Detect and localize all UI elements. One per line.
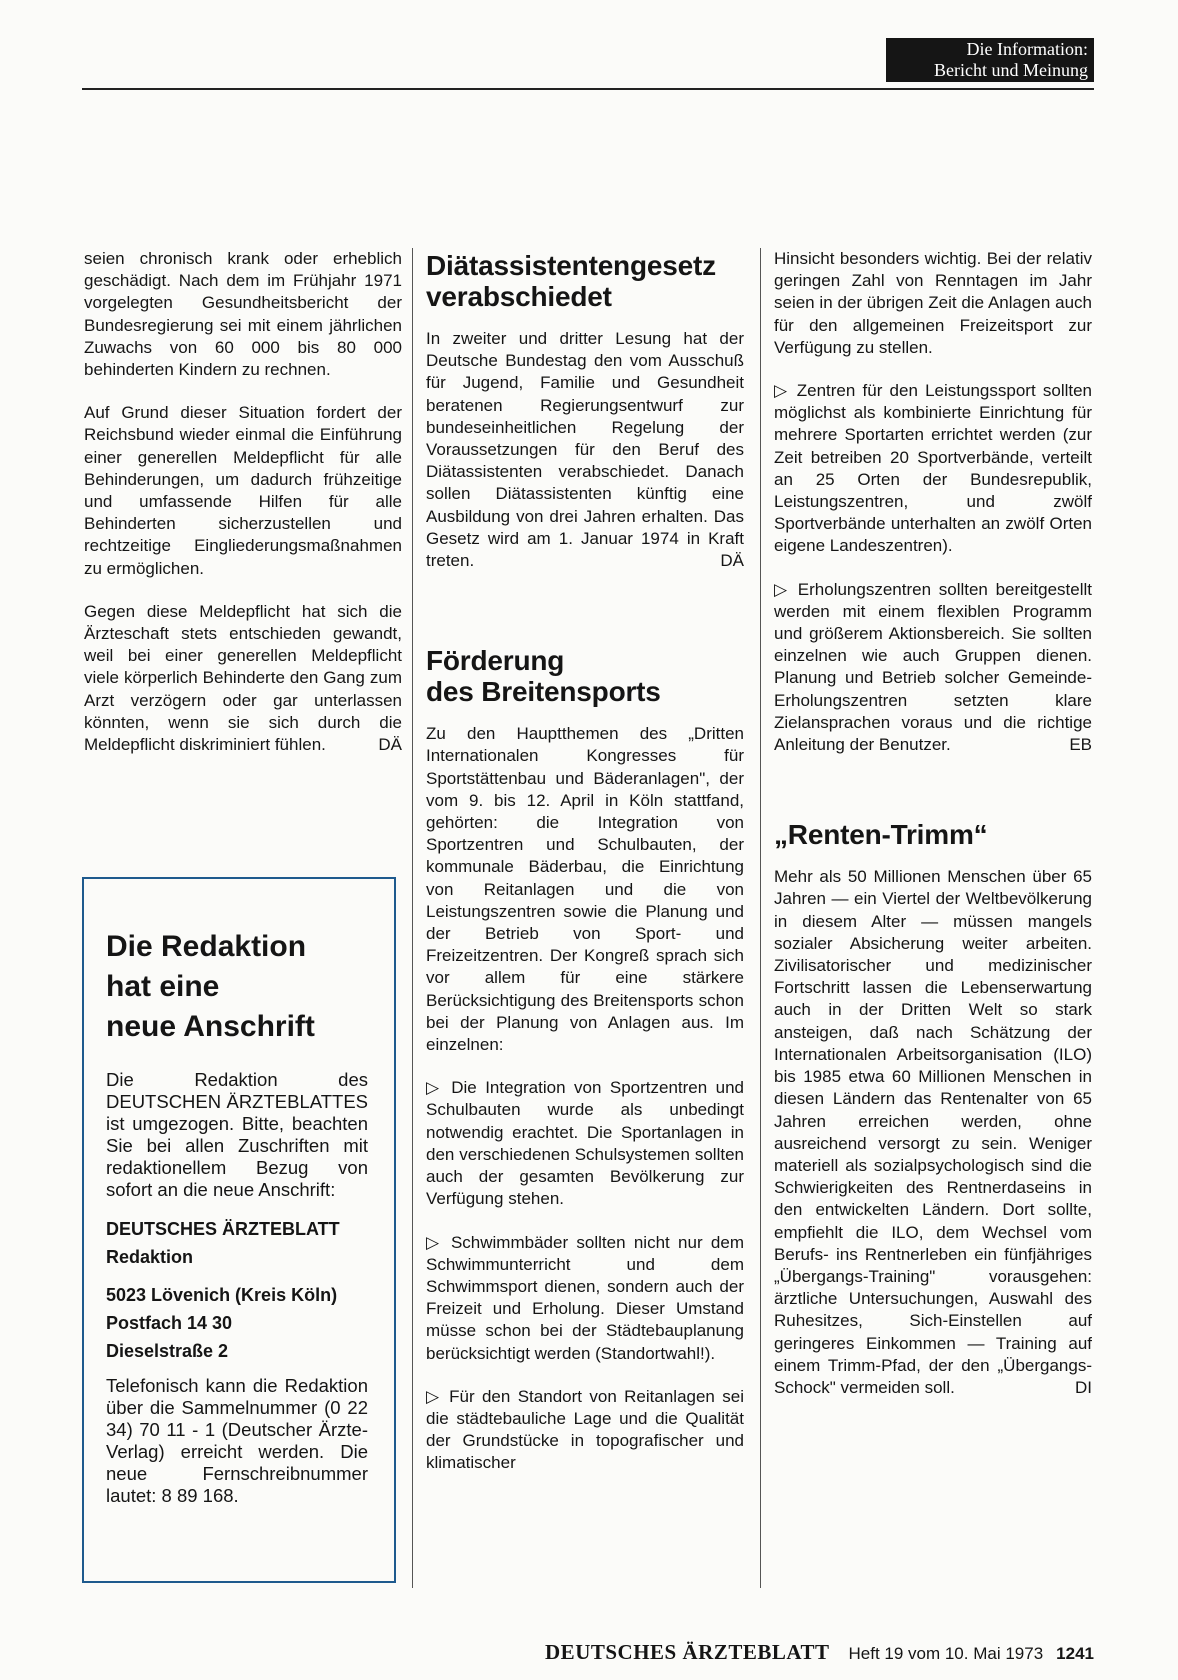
headline-line: verabschiedet xyxy=(426,281,612,312)
paragraph xyxy=(84,601,402,756)
author-signature: DI xyxy=(1075,1377,1092,1397)
column-divider-1 xyxy=(412,248,413,1588)
author-signature: DÄ xyxy=(720,551,744,571)
section-label-line1: Die Information: xyxy=(966,39,1088,59)
section-label-line2: Bericht und Meinung xyxy=(934,60,1088,80)
paragraph: ▷ Zentren für den Leistungssport sollten möglichst als kombinierte Einrichtung für mehrere Sportarten errichtet werden (zur Zeit betreiben 20 Sportverbände, verteilt an 25 Orten der Bundesrepublik, Leistungszentren, und zwölf Sportverbände unterhalten an zwölf Orten eigene Landeszentren). xyxy=(774,381,1092,556)
paragraph: ▷ Für den Standort von Reitanlagen sei die städtebauliche Lage und die Qualität der Grundstücke in topografischer und klimatischer xyxy=(426,1386,744,1473)
headline-line: Diätassistentengesetz xyxy=(426,250,716,281)
address-line: Postfach 14 30 xyxy=(106,1313,233,1333)
paragraph xyxy=(426,328,744,572)
column-1 xyxy=(84,248,402,777)
address-block-2 xyxy=(106,1281,368,1365)
section-label xyxy=(886,38,1094,82)
author-signature: EB xyxy=(1069,735,1092,755)
address-notice-box xyxy=(82,877,396,1583)
notice-phone: Telefonisch kann die Redaktion über die Sammelnummer (0 22 34) 70 11 - 1 (Deutscher Ärzte-Verlag) erreicht werden. Die neue Fernschreibnummer lautet: 8 89 168. xyxy=(106,1375,368,1506)
author-signature: DÄ xyxy=(378,735,402,755)
paragraph: ▷ Schwimmbäder sollten nicht nur dem Schwimmunterricht und dem Schwimmsport dienen, sondern auch der Freizeit und Erholung. Dieser Umstand müsse schon bei der Städtebauplanung berücksichtigt werden (Standortwahl!). xyxy=(426,1232,744,1363)
paragraph-text: Gegen diese Meldepflicht hat sich die Ärzteschaft stets entschieden gewandt, weil bei einer generellen Meldepflicht viele körperlich Behinderte den Gang zum Arzt verzögern oder gar unterlassen könnten, wenn sie sich durch die Meldepflicht diskriminiert fühlen. xyxy=(84,601,402,755)
column-2 xyxy=(426,250,744,1496)
page-footer xyxy=(420,1640,1094,1665)
article-headline-renten-trimm: „Renten-Trimm“ xyxy=(774,819,988,851)
address-line: Redaktion xyxy=(106,1247,194,1267)
address-block-1 xyxy=(106,1215,368,1271)
article-headline-diaetassistenten xyxy=(426,250,744,312)
paragraph: ▷ Die Integration von Sportzentren und Schulbauten wurde als unbedingt notwendig erachtet. Die Sportanlagen in den verschiedenen Schulsystemen sollten auch der gesamten Bevölkerung zur Verfügung stehen. xyxy=(426,1078,744,1209)
column-divider-2 xyxy=(760,248,761,1588)
paragraph: seien chronisch krank oder erheblich geschädigt. Nach dem im Frühjahr 1971 vorgelegten Gesundheitsbericht der Bundesregierung sei mit einem jährlichen Zuwachs von 60 000 bis 80 000 behinderten Kindern zu rechnen. xyxy=(84,249,402,380)
paragraph xyxy=(774,579,1092,757)
paragraph xyxy=(774,866,1092,1399)
notice-title xyxy=(106,927,368,1047)
column-3 xyxy=(774,248,1092,1420)
paragraph-text: In zweiter und dritter Lesung hat der Deutsche Bundestag den vom Ausschuß für Jugend, Familie und Gesundheit beratenen Regierungsentwurf zur bundeseinheitlichen Regelung der Voraussetzungen für den Beruf des Diätassistenten verabschiedet. Danach sollen Diätassistenten künftig eine Ausbildung von drei Jahren erhalten. Das Gesetz wird am 1. Januar 1974 in Kraft treten. xyxy=(426,329,744,571)
paragraph-text: Mehr als 50 Millionen Menschen über 65 Jahren — ein Viertel der Weltbevölkerung in diesem Alter — müssen mangels sozialer Absicherung weiter arbeiten. Zivilisatorischer und medizinischer Fortschritt lassen die Lebenserwartung auch in der Dritten Welt so stark ansteigen, daß nach Schätzung der Internationalen Arbeitsorganisation (ILO) bis 1985 etwa 60 Millionen Menschen in diesen Ländern das Rentenalter von 65 Jahren erreichen werden, ohne ausreichend versorgt zu sein. Weniger materiell als sozialpsychologisch sind die Schwierigkeiten des Rentnerdaseins in den entwickelten Ländern. Dort sollte, empfiehlt die ILO, dem Wechsel vom Berufs- ins Rentnerleben ein fünfjähriges „Übergangs-Training" vorausgehen: ärztliche Untersuchungen, Auswahl des Ruhesitzes, Sich-Einstellen auf geringeres Einkommen — Training auf einem Trimm-Pfad, der den „Übergangs-Schock" vermeiden soll. xyxy=(774,867,1092,1397)
paragraph: Hinsicht besonders wichtig. Bei der relativ geringen Zahl von Renntagen im Jahr seien in der übrigen Zeit die Anlagen auch für den allgemeinen Freizeitsport zur Verfügung zu stellen. xyxy=(774,249,1092,357)
notice-title-line: neue Anschrift xyxy=(106,1010,315,1043)
page-number: 1241 xyxy=(1056,1644,1094,1663)
headline-line: des Breitensports xyxy=(426,676,661,708)
journal-name: DEUTSCHES ÄRZTEBLATT xyxy=(545,1640,830,1664)
address-line: DEUTSCHES ÄRZTEBLATT xyxy=(106,1219,340,1239)
paragraph: Auf Grund dieser Situation fordert der Reichsbund wieder einmal die Einführung einer generellen Meldepflicht für alle Behinderungen, um dadurch frühzeitige und umfassende Hilfen für alle Behinderten sicherzustellen und rechtzeitige Eingliederungsmaßnahmen zu ermöglichen. xyxy=(84,403,402,578)
issue-info: Heft 19 vom 10. Mai 1973 xyxy=(848,1644,1044,1663)
headline-line: Förderung xyxy=(426,645,565,677)
article-headline-breitensport xyxy=(426,645,744,707)
header-rule xyxy=(82,88,1094,90)
address-line: Dieselstraße 2 xyxy=(106,1341,229,1361)
paragraph-text: ▷ Erholungszentren sollten bereitgestellt werden mit einem flexiblen Programm und größerem Aktionsbereich. Sie sollten einzelnen wie auch Gruppen dienen. Planung und Betrieb solcher Gemeinde-Erholungszentren setzten klare Zielansprachen voraus und die richtige Anleitung der Benutzer. xyxy=(774,579,1092,755)
notice-title-line: hat eine xyxy=(106,970,220,1003)
paragraph: Zu den Hauptthemen des „Dritten Internationalen Kongresses für Sportstättenbau und Bäderanlagen", der vom 9. bis 12. April in Köln stattfand, gehörten: die Integration von Sportzentren und Schulbauten, der kommunale Bäderbau, die Einrichtung von Reitanlagen und die von Leistungszentren sowie die Planung und der Betrieb von Sport- und Freizeitzentren. Der Kongreß sprach sich vor allem für eine stärkere Berücksichtigung des Breitensports schon bei der Planung von Anlagen aus. Im einzelnen: xyxy=(426,724,744,1055)
address-line: 5023 Lövenich (Kreis Köln) xyxy=(106,1285,338,1305)
notice-title-line: Die Redaktion xyxy=(106,930,307,963)
notice-intro: Die Redaktion des DEUTSCHEN ÄRZTEBLATTES ist umgezogen. Bitte, beachten Sie bei allen Zuschriften mit redaktionellem Bezug von sofort an die neue Anschrift: xyxy=(106,1069,368,1200)
